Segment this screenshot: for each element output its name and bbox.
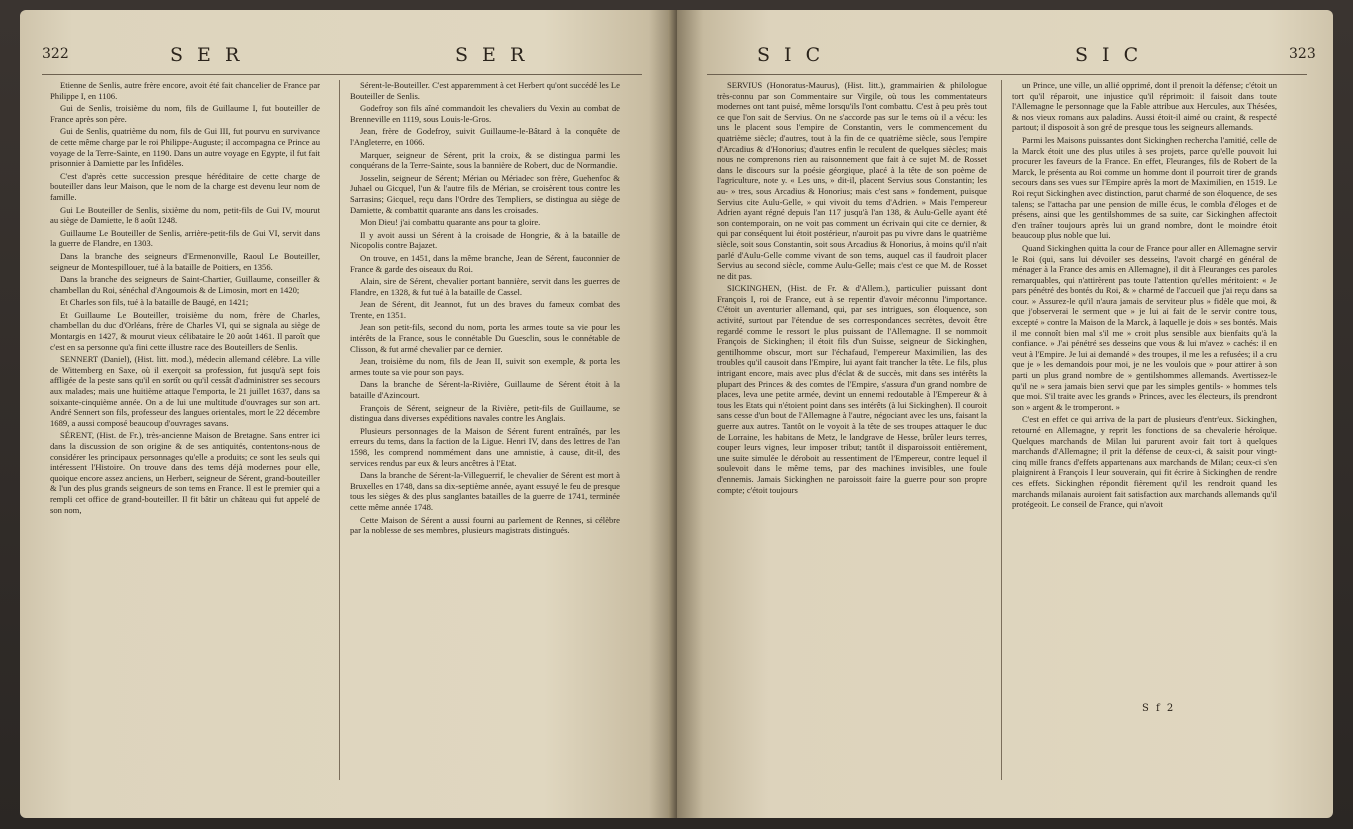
paragraph: Cette Maison de Sérent a aussi fourni au parlement de Rennes, si célèbre par la noblesse de ses membres, plusieurs magistrats distingués. [350,514,620,536]
paragraph: Etienne de Senlis, autre frère encore, avoit été fait chancelier de France par Philippe I, en 1106. [50,80,320,101]
paragraph: Jean son petit-fils, second du nom, porta les armes toute sa vie pour les intérêts de la France, sous le connétable Du Guesclin, sous le connétable de Clisson, & fut armé chevalier par ce dernier. [350,322,620,354]
text-column-1 [50,80,320,800]
paragraph: SICKINGHEN, (Hist. de Fr. & d'Allem.), particulier puissant dont François I, roi de France, eut à se repentir d'avoir méconnu l'importance. C'étoit un aventurier allemand, qui, par ses intrigues, son éloquence, son activité, surtout par l'étendue de ses correspondances secrètes, devoit être regardé comme le ressort le plus puissant de l'Allemagne. Il se nommoit François de Sickinghen; il étoit fils d'un Suisse, seigneur de Sickinghen, gentilhomme obscur, mort sur l'échafaud, l'empereur Maximilien, las des troubles qu'il causoit dans l'Empire, lui ayant fait trancher la tête. Le fils, plus intrigant encore, mais avec plus d'éclat & de succès, mit dans ses intérêts la plupart des Princes & des comtes de l'Empire, s'assura d'un grand nombre de places, leva une petite armée, devint un ennemi redoutable à l'Empereur & à tous les Etats qui n'étoient point dans ses intérêts (à lui Sickinghen). Il couroit sans cesse d'un bout de l'Allemagne à l'autre, négociant avec les uns, faisant la guerre aux autres. Tantôt on le voyoit à la tête de ses troupes attaquer le duc de Lorraine, les habitans de Metz, le landgrave de Hesse, brûler leurs terres, couper leurs vignes, leur imposer tribut; tantôt il disparoissoit entièrement, une suite simulée le déroboit au ressentiment de l'Empereur, contre lequel il soulevoit dans le même tems, par des machines invisibles, une foule d'ennemis. Jamais Sickinghen ne paroissoit faire la guerre pour son propre compte; c'étoit toujours [717,283,987,495]
page-number: 323 [1289,46,1316,62]
text-column-2 [350,80,620,800]
paragraph: Marquer, seigneur de Sérent, prit la croix, & se distingua parmi les conquérans de la Terre-Sainte, sous la bannière de Robert, duc de Normandie. [350,149,620,171]
paragraph: C'est d'après cette succession presque héréditaire de cette charge de bouteiller dans leur Maison, que le nom de la charge est devenu leur nom de famille. [50,170,320,202]
paragraph: Et Guillaume Le Bouteiller, troisième du nom, frère de Charles, chambellan du duc d'Orléans, frère de Charles VI, qui se signala au siège de Montargis en 1427, & mourut vieux célibataire le 20 août 1461. Il paroît que c'est en sa personne qu'a fini cette illustre race des Bouteillers de Senlis. [50,309,320,352]
paragraph: C'est en effet ce qui arriva de la part de plusieurs d'entr'eux. Sickinghen, retourné en Allemagne, y reprit les fonctions de sa chevalerie héroïque. Quelques marchands de Milan lui parurent avoir fait tort à quelques marchands d'Allemagne; il prit la défense de ceux-ci, & saisit pour vingt-cinq mille francs d'effets appartenans aux marchands de Milan; ceux-ci s'en plaignirent à François I leur souverain, qui fit écrire à Sickinghen de rendre ces effets. Sickinghen répondit fièrement qu'il les rendroit quand les marchands milanais auroient fait satisfaction aux marchands allemands qu'il protégeoit. Le conseil de France, qui n'avoit [1012,414,1277,510]
paragraph: Gui de Senlis, quatrième du nom, fils de Gui III, fut pourvu en survivance de cette même charge par le roi Philippe-Auguste; il accompagna ce Prince au voyage de la Terre-Sainte, en 1190. Dans un autre voyage en Egypte, il fut fait prisonnier à Damiette par les Infidèles. [50,126,320,169]
paragraph: Quand Sickinghen quitta la cour de France pour aller en Allemagne servir le Roi (qui, sans lui dévoiler ses desseins, l'avoit chargé en général de ménager à la France des amis en Allemagne), il dit à Fleuranges ces paroles remarquables, qui n'attirèrent pas toute l'attention qu'elles méritoient: « Je pars pénétré des bontés du Roi, & » charmé de l'accueil que j'ai reçu dans sa cour. » Assurez-le qu'il n'aura jamais de serviteur plus » fidèle que moi, & que j'observerai le serment que » je lui ai fait de le servir contre tous, excepté » contre la Maison de la Marck, à laquelle je dois » ses bontés. Mais il me connoît bien mal s'il me » croit plus sensible aux bienfaits qu'à la confiance. » J'ai pénétré ses desseins que vous & lui m'avez » cachés: il en veut à l'Empire. Je lui ai demandé » des troupes, il me les a refusées; il a cru que je » les demandois pour moi, je ne les voulois que » pour attirer à son parti un plus grand nombre de » gentilshommes allemands. Avertissez-le qu'il ne » sera jamais bien servi que par les simples gentils- » hommes tels que moi. S'il traite avec les grands » Princes, avec les électeurs, ils prendront son » argent & le tromperont. » [1012,242,1277,412]
paragraph: SERVIUS (Honoratus-Maurus), (Hist. litt.), grammairien & philologue très-connu par son Commentaire sur Virgile, où tous les commentateurs modernes ont tant puisé, même lorsqu'ils l'ont combattu. C'est à peu près tout ce que l'on sait de Servius. On ne s'accorde pas sur le tems où il a vécu: les uns le placent sous l'empire de Constantin, vers le commencement du quatrième siècle; d'autres, tout à la fin de ce quatrième siècle, sous l'empire d'Arcadius & d'Honorius; d'autres enfin le reculent de quelques siècles; mais nous ne comprenons rien au raisonnement que fait à ce sujet M. de Rosset dans le discours sur la poésie géorgique, placé à la tête de son poème de l'agriculture, note y. « Les uns, » dit-il, placent Servius sous Constantin; les au- » tres, sous Arcadius & Honorius; mais c'est sans » fondement, puisque Servius cite Aulu-Gelle, » qui vivoit du tems d'Adrien. » Mais l'empereur Adrien ayant régné depuis l'an 117 jusqu'à l'an 138, & Aulu-Gelle ayant été son contemporain, on ne voit pas comment un écrivain qui cite ce dernier, & qui par conséquent lui étoit postérieur, n'auroit pas pu vivre dans le quatrième siècle, soit sous Constantin, soit sous Arcadius & Honorius, à moins qu'il n'ait parlé d'Aulu-Gelle comme vivant de son tems, auquel cas il faudroit placer Servius au second siècle, comme Aulu-Gelle; mais c'est ce que M. de Rosset ne dit pas. [717,80,987,281]
paragraph: Dans la branche de Sérent-la-Rivière, Guillaume de Sérent étoit à la bataille d'Azincourt. [350,379,620,401]
header-rule [42,74,642,75]
paragraph: Josselin, seigneur de Sérent; Mérian ou Mériadec son frère, Guehenfoc & Juhael ou Gicquel, l'un & l'autre fils de Mérian, se croisèrent tous contre les Sarrasins; Gicquel, reçu dans l'Ordre des Templiers, se distingua au siège de Damiette, & combattit quarante ans dans les croisades. [350,172,620,215]
paragraph: SENNERT (Daniel), (Hist. litt. mod.), médecin allemand célèbre. La ville de Wittemberg en Saxe, où il exerçoit sa profession, fut jusqu'à sept fois affligée de la peste sans qu'il en sortît ou qu'il cessât d'administrer ses secours aux malades; mais une huitième attaque l'emporta, le 21 juillet 1637, dans sa soixante-cinquième année. On a de lui une multitude d'ouvrages sur son art. André Sennert son fils, professeur des langues orientales, mort le 22 décembre 1689, a aussi composé beaucoup d'ouvrages savans. [50,354,320,428]
signature-mark: S f 2 [1142,703,1176,714]
page-number: 322 [42,46,69,62]
paragraph: SÉRENT, (Hist. de Fr.), très-ancienne Maison de Bretagne. Sans entrer ici dans la discussion de son origine & de ses antiquités, contentons-nous de considérer les principaux personnages qu'elle a produits; ce sont les seuls qui intéressent l'Histoire. On trouve dans des tems déjà modernes pour elle, quoique encore assez anciens, un Herbert, seigneur de Sérent, grand-bouteiller & l'un des plus grands seigneurs de son tems en France. Il est le premier qui a rempli cet office de grand-bouteiller. Il fit bâtir un château qui fut appelé de son nom, [50,430,320,515]
paragraph: Guillaume Le Bouteiller de Senlis, arrière-petit-fils de Gui VI, servit dans la guerre de Flandre, en 1303. [50,227,320,249]
paragraph: Dans la branche de Sérent-la-Villeguerrif, le chevalier de Sérent est mort à Bruxelles en 1748, dans sa dix-septième année, ayant essuyé le feu de presque tous les sièges & des plus sanglantes batailles de la guerre de 1741, terminée cette même année 1748. [350,470,620,512]
paragraph: Dans la branche des seigneurs d'Ermenonville, Raoul Le Bouteiller, seigneur de Montespillouer, tué à la bataille de Poitiers, en 1356. [50,250,320,272]
paragraph: Alain, sire de Sérent, chevalier portant bannière, servit dans les guerres de Flandre, en 1328, & fut tué à la bataille de Cassel. [350,276,620,297]
right-page [677,10,1333,818]
paragraph: Jean, frère de Godefroy, suivit Guillaume-le-Bâtard à la conquête de l'Angleterre, en 1066. [350,126,620,147]
paragraph: Dans la branche des seigneurs de Saint-Chartier, Guillaume, conseiller & chambellan du Roi, sénéchal d'Angoumois & de Limosin, mort en 1420; [50,274,320,295]
paragraph: Mon Dieu! j'ai combattu quarante ans pour ta gloire. [360,217,541,228]
paragraph: Parmi les Maisons puissantes dont Sickinghen rechercha l'amitié, celle de la Marck étoit une des plus utiles à ses projets, parce qu'elle pouvoit lui procurer les faveurs de la France. En effet, Fleuranges, fils de Robert de la Marck, le présenta au Roi comme un homme dont il pourroit tirer de grands secours dans ses vues sur l'Empire après la mort de Maximilien, en 1519. Le Roi reçut Sickinghen avec distinction, parut charmé de son éloquence, de ses talens; se l'attacha par une pension de mille écus, le combla d'éloges et de présens, ainsi que les gentilshommes de sa suite, car Sickinghen affectoit d'en traîner toujours après lui un grand nombre, dont le moindre étoit beaucoup plus noble que lui. [1012,134,1277,241]
paragraph: Sérent-le-Bouteiller. C'est apparemment à cet Herbert qu'ont succédé les Le Bouteiller de Senlis. [350,80,620,101]
column-divider [1001,80,1002,780]
paragraph: On trouve, en 1451, dans la même branche, Jean de Sérent, fauconnier de France & garde des oiseaux du Roi. [350,252,620,274]
paragraph: Il y avoit aussi un Sérent à la croisade de Hongrie, & à la bataille de Nicopolis contre Bajazet. [350,229,620,251]
paragraph: un Prince, une ville, un allié opprimé, dont il prenoit la défense; c'étoit un tort qu'il réparoit, une injustice qu'il réprimoit: il faisoit dans toute l'Allemagne le personnage que la Fable attribue aux Hercules, aux Thésées, & nos vieux romans aux paladins. Aussi étoit-il aimé ou craint, & respecté partout; il disposoit à son gré de presque tous les seigneurs allemands. [1012,80,1277,133]
paragraph: Gui de Senlis, troisième du nom, fils de Guillaume I, fut bouteiller de France après son père. [50,103,320,124]
running-header: S I C [1075,44,1143,66]
paragraph: Gui Le Bouteiller de Senlis, sixième du nom, petit-fils de Gui IV, mourut au siège de Damiette, le 8 août 1248. [50,204,320,226]
text-column-1 [717,80,987,800]
running-header: S E R [170,44,244,66]
paragraph: Plusieurs personnages de la Maison de Sérent furent entraînés, par les erreurs du tems, dans la faction de la Ligue. Henri IV, dans des lettres de l'an 1598, les comprend nommément dans une amnistie, à cause, dit-il, des services rendus par eux & leurs ancêtres à l'Etat. [350,425,620,468]
paragraph: Godefroy son fils aîné commandoit les chevaliers du Vexin au combat de Brenneville en 1119, sous Louis-le-Gros. [350,103,620,124]
column-divider [339,80,340,780]
header-rule [707,74,1307,75]
running-header: S E R [455,44,529,66]
text-column-2 [1012,80,1277,800]
paragraph: Jean de Sérent, dit Jeannot, fut un des braves du fameux combat des Trente, en 1351. [350,299,620,320]
paragraph: Jean, troisième du nom, fils de Jean II, suivit son exemple, & porta les armes toute sa vie pour son pays. [350,356,620,377]
left-page [20,10,675,818]
paragraph: François de Sérent, seigneur de la Rivière, petit-fils de Guillaume, se distingua dans diverses expéditions navales contre les Anglais. [350,402,620,424]
paragraph: Et Charles son fils, tué à la bataille de Baugé, en 1421; [60,297,249,308]
running-header: S I C [757,44,825,66]
